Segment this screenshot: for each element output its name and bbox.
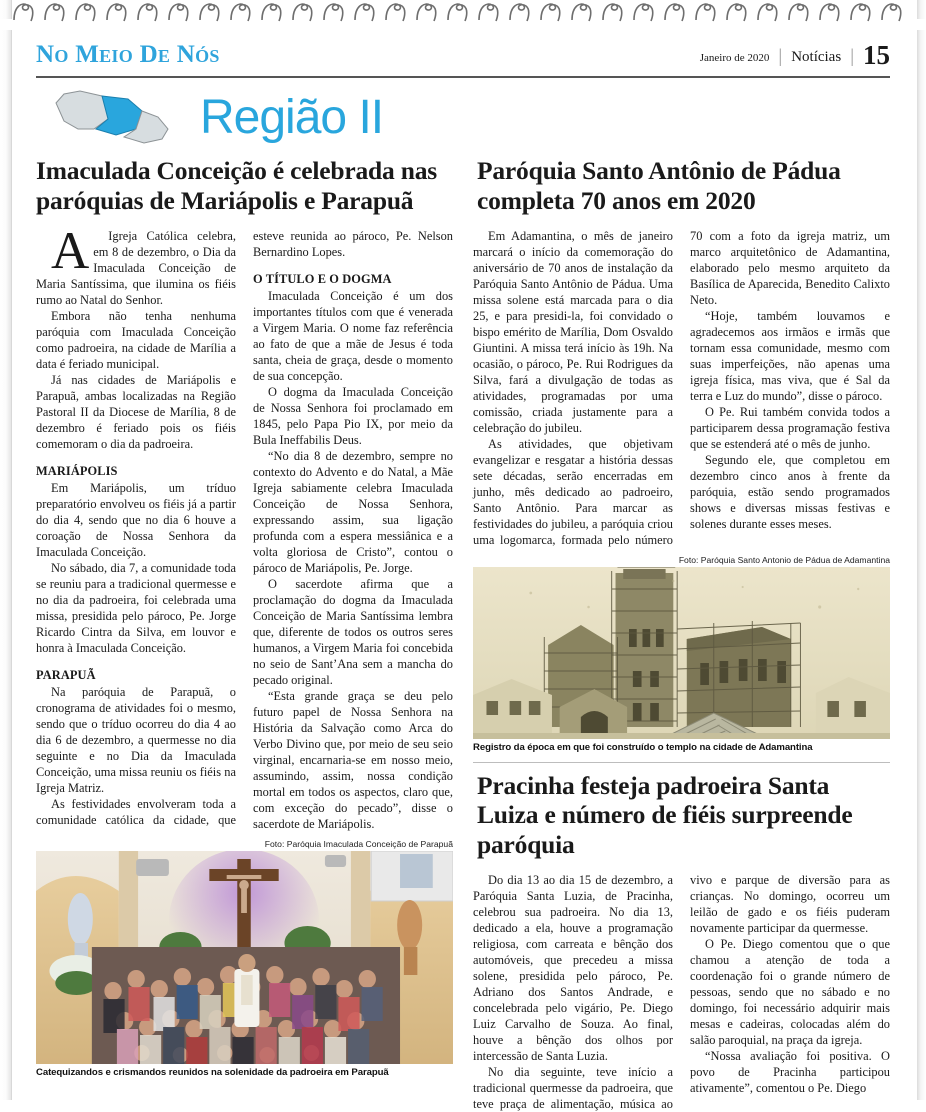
page-edge-right xyxy=(917,0,926,1100)
photo-credit-parapua: Foto: Paróquia Imaculada Conceição de Parapuã xyxy=(264,838,453,849)
section-label: Notícias xyxy=(791,49,842,65)
paragraph: Embora não tenha nenhuma paróquia com Imaculada Conceição como padroeira, na cidade de Marília a data é feriado municipal. xyxy=(36,308,236,371)
publication-title: No Meio De Nós xyxy=(36,41,220,68)
content-grid xyxy=(30,150,896,1112)
masthead-separator-2: | xyxy=(850,46,854,67)
page-number: 15 xyxy=(863,39,890,70)
region-banner xyxy=(30,78,896,150)
masthead xyxy=(30,28,896,73)
left-column-group xyxy=(36,150,453,1112)
photo-parapua-group xyxy=(36,851,453,1064)
article-headline-santo-antonio: Paróquia Santo Antônio de Pádua completa 70 anos em 2020 xyxy=(477,156,841,215)
paragraph: Segundo ele, que completou em dezembro cinco anos à frente da paróquia, estão sendo programados shows e diversas missas festivas e solenes durante esses meses. xyxy=(690,452,890,531)
issue-date: Janeiro de 2020 xyxy=(699,52,770,64)
subheading-titulo-dogma: O TÍTULO E O DOGMA xyxy=(253,271,392,286)
paragraph: Já nas cidades de Mariápolis e Parapuã, ambas localizadas na Região Pastoral II da Diocese de Marília, 8 de dezembro é feriado pois os fiéis comemoram o dia da padroeira. xyxy=(36,372,236,451)
photo-caption-parapua: Catequizandos e crismandos reunidos na solenidade da padroeira em Parapuã xyxy=(36,1066,389,1078)
paragraph: Em Adamantina, o mês de janeiro marcará o início da comemoração do aniversário de 70 anos de instalação da Paróquia Santo Antônio de Pádua. Uma missa solene está marcada para o dia 25, e para presidi-la, foi convidado o bispo emérito de Marília, Dom Osvaldo Giuntini. A missa terá início às 19h. Na ocasião, o pároco, Pe. Rui Rodrigues da Silva, fará a divulgação de todas as atividades, programadas por uma comissão, criada justamente para a celebração do jubileu. xyxy=(473,228,673,435)
paragraph: Em Mariápolis, um tríduo preparatório envolveu os fiéis já a partir do dia 4, sendo que no dia 6 houve a coroação de Nossa Senhora da Imaculada Conceição. xyxy=(36,480,236,559)
spiral-binding xyxy=(0,0,926,30)
paragraph: Do dia 13 ao dia 15 de dezembro, a Paróquia Santa Luzia, de Pracinha, celebrou sua padroeira. No dia 13, dedicado a ela, houve a programação religiosa, com carreata e bênção dos automóveis, que precedeu a missa solene, presidida pelo pároco, Pe. Adriano dos Santos Andrade, e concelebrada pelo vigário, Pe. Diego Luiz Carvalho de Souza. Ao final, houve a bênção dos olhos por intercessão de Santa Luzia. xyxy=(473,873,673,1064)
paragraph: O dogma da Imaculada Conceição de Nossa Senhora foi proclamado em 1845, pelo Papa Pio IX, por meio da Bula Ineffabilis Deus. xyxy=(253,384,453,447)
region-title: Região II xyxy=(200,91,384,144)
article-body-pracinha xyxy=(473,872,890,1112)
newspaper-page xyxy=(14,28,912,1112)
right-column-group xyxy=(473,150,890,1112)
photo-caption-church-construction: Registro da época em que foi construído o templo na cidade de Adamantina xyxy=(473,741,813,753)
paragraph: As atividades, que objetivam evangelizar e resgatar a história dessas sete décadas, serão encerradas em junho, mês dedicado ao padroeiro, Santo Antônio. Para marcar as festividades do jubileu, a paróquia criou uma logomarca, formada pelo número 70 com a foto da igreja matriz, um marco arquitetônico de Adamantina, elaborado pelo mesmo arquiteto da Basílica de Aparecida, Benedito Calixto Neto. xyxy=(473,228,890,547)
article-headline-pracinha: Pracinha festeja padroeira Santa Luiza e número de fiéis surpreende paróquia xyxy=(477,770,853,860)
paragraph: “Nossa avaliação foi positiva. O povo de Pracinha participou ativamente”, comentou o Pe. Diego xyxy=(690,1049,890,1096)
paragraph: No sábado, dia 7, a comunidade toda se reuniu para a tradicional quermesse e no dia da padroeira, foi celebrada uma missa, presidida pelo pároco, Pe. Jorge Ricardo Cintra da Silva, em louvor e honra à Imaculada Conceição. xyxy=(36,560,236,655)
article-body-santo-antonio xyxy=(473,228,890,548)
paragraph: “Hoje, também louvamos e agradecemos aos irmãos e irmãs que tornam essa comunidade, mesmo com suas imperfeições, não apenas uma igreja física, mas viva, que é Sal da terra e Luz do mundo”, disse o pároco. xyxy=(690,308,890,403)
article-headline-imaculada: Imaculada Conceição é celebrada nas paróquias de Mariápolis e Parapuã xyxy=(36,156,437,215)
photo-church-construction xyxy=(473,567,890,739)
paragraph: O Pe. Diego comentou que o que chamou a atenção de toda a coordenação foi o grande número de pessoas, sendo que no sábado e no domingo, foi necessário adquirir mais mesas e cadeiras, colocadas além do salão paroquial, na praça da igreja. xyxy=(690,937,890,1048)
subheading-parapua: PARAPUÃ xyxy=(36,667,96,682)
paragraph-lead: AIgreja Católica celebra, em 8 de dezembro, o Dia da Imaculada Conceição de Maria Santíssima, que ilumina os fiéis rumo ao Natal do Senhor. xyxy=(36,221,236,307)
paragraph: “Esta grande graça se deu pelo futuro papel de Nossa Senhora na História da Salvação como Arca do Verbo Divino que, por meio de seu seio virginal, encarnaria-se em nosso meio, assumindo, assim, nossa condição mortal em todos os aspectos, claro que, com exceção do pecado”, disse o sacerdote de Mariápolis. xyxy=(253,688,453,831)
paragraph: O sacerdote afirma que a proclamação do dogma da Imaculada Conceição de Maria Santíssima lembra que, diferente de todos os outros seres humanos, a Virgem Maria foi concebida no seio de Sant’Ana sem a mancha do pecado original. xyxy=(253,576,453,687)
paragraph: O Pe. Rui também convida todos a participarem dessa programação festiva que se estenderá até o mês de junho. xyxy=(690,404,890,451)
masthead-meta xyxy=(699,39,890,70)
paragraph: No dia seguinte, teve início a tradicional quermesse da padroeira, que teve praça de alimentação, música ao vivo e parque de diversão para as crianças. No domingo, ocorreu um leilão de gado e os fiéis puderam novamente participar da quermesse. xyxy=(473,873,890,1112)
paragraph: “No dia 8 de dezembro, sempre no contexto do Advento e do Natal, a Mãe Igreja sabiamente celebra Imaculada Conceição de Nossa Senhora, expressando assim, sua ligação profunda com a espera messiânica e a volta gloriosa de Cristo”, contou o pároco de Mariápolis, Pe. Jorge. xyxy=(253,448,453,575)
article-body-imaculada xyxy=(36,221,453,832)
paragraph: As festividades envolveram toda a comunidade católica da cidade, que esteve reunida ao pároco, Pe. Nelson Bernardino Lopes. xyxy=(36,228,453,827)
photo-credit-santo-antonio: Foto: Paróquia Santo Antonio de Pádua de Adamantina xyxy=(678,554,890,565)
paragraph: Na paróquia de Parapuã, o cronograma de atividades foi o mesmo, sendo que o tríduo ocorreu do dia 4 ao dia 6 de dezembro, a quermesse no dia seguinte e no Dia da Imaculada Conceição, uma missa reuniu os fiéis na Igreja Matriz. xyxy=(36,684,236,795)
paragraph: Imaculada Conceição é um dos importantes títulos com que é venerada a Virgem Maria. O nome faz referência ao fato de que a mãe de Jesus é toda santa, cheia de graça, desde o momento de sua concepção. xyxy=(253,288,453,383)
section-divider xyxy=(473,762,890,763)
masthead-separator-1: | xyxy=(778,46,783,67)
subheading-mariapolis: MARIÁPOLIS xyxy=(36,463,118,478)
region-map-icon xyxy=(50,85,174,151)
page-edge-left xyxy=(0,0,12,1100)
